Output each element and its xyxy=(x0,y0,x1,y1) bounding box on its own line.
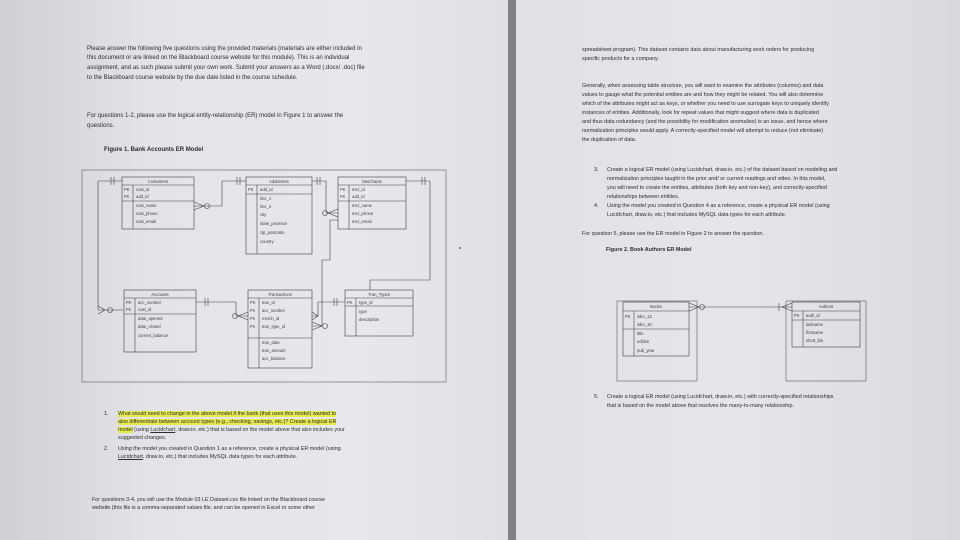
question-text: suggested changes. xyxy=(118,435,167,441)
lucidchart-link[interactable]: Lucidchart xyxy=(150,427,176,433)
attr-name: line_1 xyxy=(260,196,272,201)
paragraph-line: normalization principles would apply. A correctly-specified model will attempt to reduce (not eliminate) xyxy=(582,128,824,134)
attr-name: cust_phone xyxy=(136,211,158,216)
paragraph-line: instances of entities. Additionally, look for repeat values that might suggest where data is duplicated xyxy=(582,110,819,116)
attr-name: tran_amount xyxy=(262,348,286,353)
question-text: Using the model you created in Question 4 as a reference, create a physical ER model (using xyxy=(607,203,830,209)
question-text: that is based on the model above that resolves the many-to-many relationship. xyxy=(607,403,794,409)
paragraph-line: Generally, when assessing table structure, you will want to examine the attributes (columns) and data xyxy=(582,83,824,89)
highlighted-text: also differentiate between account types (e.g., checking, savings, etc.)? Create a logical ER xyxy=(118,419,337,425)
attr-name: isbn_13 xyxy=(637,314,652,319)
attr-key: FK xyxy=(126,307,132,312)
entity-title-customers: Customers xyxy=(147,179,169,184)
figure-1-caption: Figure 1. Bank Accounts ER Model xyxy=(104,147,204,153)
book-authors-er-diagram xyxy=(516,260,960,380)
attr-name: city xyxy=(260,212,267,217)
attr-key: PK xyxy=(124,187,130,192)
attr-key: FK xyxy=(124,194,130,199)
paragraph-line: the duplication of data. xyxy=(582,137,637,143)
attr-name: auth_id xyxy=(806,313,820,318)
question-5-intro: For question 5, please use the ER model in Figure 2 to answer the question. xyxy=(582,231,764,237)
paragraph-line: spreadsheet program). This dataset contains data about manufacturing work orders for producing xyxy=(582,47,815,53)
question-text: Create a logical ER model (using Lucidchart, draw.io, etc.) with correctly-specified relationships xyxy=(607,394,834,400)
attr-key: FK xyxy=(250,324,256,329)
lucidchart-link[interactable]: Lucidchart xyxy=(118,454,143,460)
attr-name: tran_type_id xyxy=(262,324,286,329)
intro-line: For questions 1-2, please use the logical entity-relationship (ER) model in Figure 1 to answer the xyxy=(87,113,344,119)
attr-name: tran_id xyxy=(262,300,275,305)
attr-name: cust_id xyxy=(138,307,152,312)
attr-name: description xyxy=(359,317,380,322)
question-text: Create a logical ER model (using Lucidchart, draw.io, etc.) of the dataset based on modeling and xyxy=(607,167,838,173)
bank-accounts-er-diagram xyxy=(0,160,508,400)
intro-line: assignment, and as such please submit your own work. Submit your answers as a Word (.docx/ .doc) file xyxy=(87,65,365,71)
question-number: 4. xyxy=(594,203,599,209)
paragraph-line: specific products for a company. xyxy=(582,56,659,62)
attr-name: add_id xyxy=(260,187,273,192)
paragraph-line: and thus data redundancy (and the possibility for modification anomalies) is an issue, and hence where xyxy=(582,119,828,125)
attr-key: FK xyxy=(250,308,256,313)
paragraph-line: values to gauge what the potential entities are and how they might be related. You will also determine xyxy=(582,92,824,98)
attr-name: mer_id xyxy=(352,187,365,192)
attr-name: pub_year xyxy=(637,348,655,353)
attr-key: PK xyxy=(347,300,353,305)
paragraph-line: which of the attributes might act as keys, or whether you need to use surrogate keys to uniquely identify xyxy=(582,101,829,107)
entity-title-authors: Authors xyxy=(818,304,834,309)
attr-name: acc_balance xyxy=(262,356,286,361)
question-number: 1. xyxy=(104,411,109,417)
intro-line: this document or are linked on the Blackboard course website for this module). This is an individual xyxy=(87,55,350,61)
attr-name: firstname xyxy=(806,330,824,335)
attr-key: PK xyxy=(794,313,800,318)
attr-name: country xyxy=(260,239,274,244)
attr-name: cust_name xyxy=(136,203,157,208)
question-text: normalization principles taught in the prior and/ or current readings and video. In this model, xyxy=(607,176,826,182)
attr-name: cust_id xyxy=(136,187,150,192)
attr-key: PK xyxy=(248,187,254,192)
intro-line: website (this file is a comma-separated values file, and can be opened in Excel or some other xyxy=(92,505,315,511)
question-number: 2. xyxy=(104,446,109,452)
attr-key: FK xyxy=(340,194,346,199)
attr-name: type_id xyxy=(359,300,373,305)
attr-name: isbn_10 xyxy=(637,322,652,327)
attr-name: add_id xyxy=(352,194,365,199)
attr-name: add_id xyxy=(136,194,149,199)
attr-name: acc_number xyxy=(262,308,286,313)
stray-dot xyxy=(459,247,461,249)
intro-line: questions. xyxy=(87,123,115,129)
attr-name: lastname xyxy=(806,322,823,327)
attr-name: edition xyxy=(637,339,650,344)
attr-key: PK xyxy=(625,314,631,319)
figure-2-caption: Figure 2. Book Authors ER Model xyxy=(606,247,692,253)
attr-key: FK xyxy=(250,316,256,321)
entity-title-books: Books xyxy=(650,304,662,309)
attr-key: PK xyxy=(126,300,132,305)
attr-name: mer_email xyxy=(352,219,372,224)
question-text: , draw.io, etc.) that is based on the model above that also includes your xyxy=(175,427,345,433)
question-text: Using the model you created in Question 1 as a reference, create a physical ER model (using xyxy=(118,446,341,452)
entity-title-merchants: Merchants xyxy=(362,179,382,184)
entity-title-addresses: Addresses xyxy=(269,179,289,184)
attr-name: date_opened xyxy=(138,316,163,321)
intro-line: Please answer the following five questions using the provided materials (materials are either included in xyxy=(87,46,362,52)
attr-name: line_2 xyxy=(260,204,272,209)
attr-key: PK xyxy=(340,187,346,192)
attr-name: tran_date xyxy=(262,340,280,345)
attr-name: mer_phone xyxy=(352,211,374,216)
intro-line: to the Blackboard course website by the due date listed in the course schedule. xyxy=(87,75,298,81)
highlighted-text: model xyxy=(118,427,133,433)
question-text: Lucidchart, draw.io, etc.) that includes MySQL data types for each attribute. xyxy=(607,212,787,218)
attr-key: PK xyxy=(250,300,256,305)
attr-name: merch_id xyxy=(262,316,280,321)
attr-name: cust_email xyxy=(136,219,157,224)
attr-name: state_province xyxy=(260,221,288,226)
right-document-page xyxy=(516,0,960,540)
question-text: (using xyxy=(132,427,151,433)
intro-line: For questions 3-4, you will use the Module 03 LE Dataset.csv file linked on the Blackboard course xyxy=(92,497,325,503)
attr-name: short_bio xyxy=(806,338,824,343)
highlighted-text: What would need to change in the above model if the bank (that uses this model) wanted to xyxy=(118,411,337,417)
entity-title-accounts: Accounts xyxy=(151,292,169,297)
attr-name: mer_name xyxy=(352,203,373,208)
attr-name: date_closed xyxy=(138,324,161,329)
question-number: 3. xyxy=(594,167,599,173)
entity-title-tran-types: Tran_Types xyxy=(368,292,390,297)
attr-name: acc_number xyxy=(138,300,162,305)
attr-name: current_balance xyxy=(138,333,169,338)
entity-title-transactions: Transactions xyxy=(268,292,292,297)
question-text: you will need to create the entities, attributes (both key and non-key), and correctly-specified xyxy=(607,185,827,191)
attr-name: title xyxy=(637,331,644,336)
question-text: relationships between entities. xyxy=(607,194,680,200)
question-text: , draw.io, etc.) that includes MySQL data types for each attribute. xyxy=(142,454,298,460)
attr-name: type xyxy=(359,309,367,314)
question-number: 5. xyxy=(594,394,599,400)
attr-name: zip_postcode xyxy=(260,230,285,235)
